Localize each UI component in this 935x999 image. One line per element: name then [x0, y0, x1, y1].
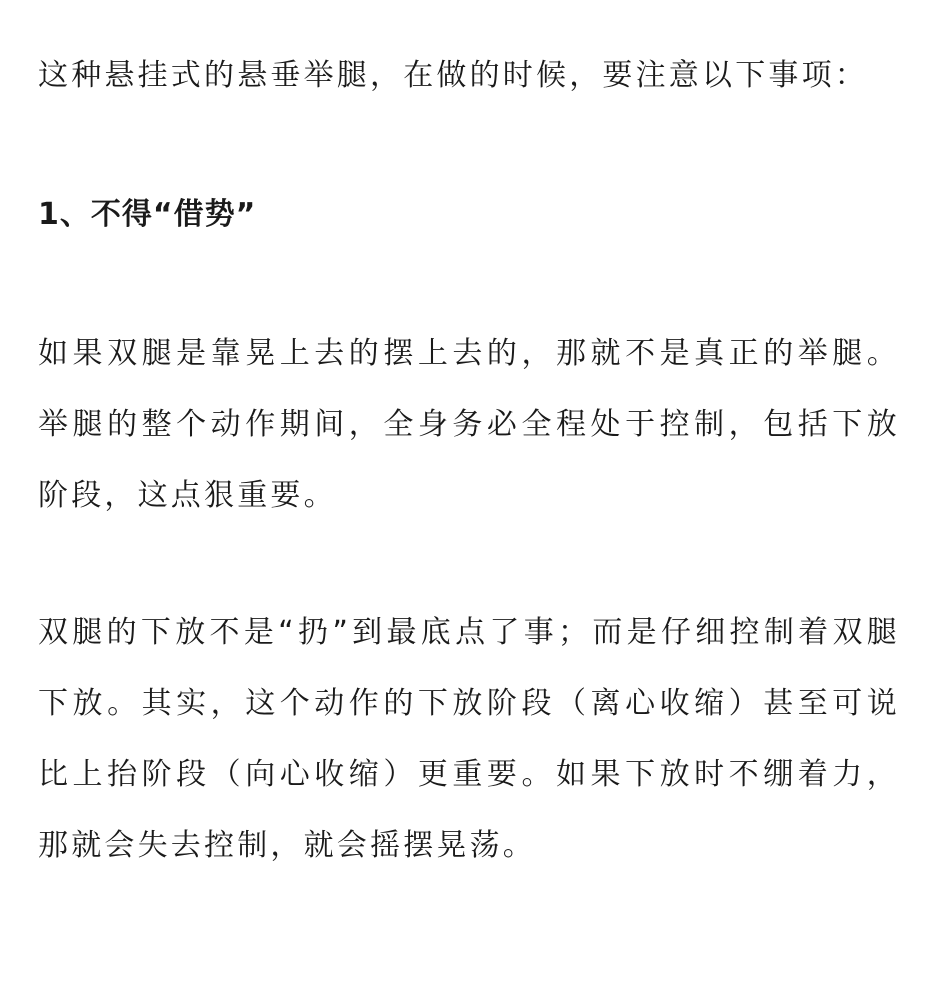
- spacer: [38, 111, 900, 179]
- spacer: [38, 250, 900, 318]
- spacer: [38, 531, 900, 597]
- paragraph-lowering: 双腿的下放不是“扔”到最底点了事；而是仔细控制着双腿下放。其实，这个动作的下放阶段（离心收缩）甚至可说比上抬阶段（向心收缩）更重要。如果下放时不绷着力，那就会失去控制，就会摇摆晃荡。: [38, 615, 900, 863]
- paragraph-control: 如果双腿是靠晃上去的摆上去的，那就不是真正的举腿。举腿的整个动作期间，全身务必全程处于控制，包括下放阶段，这点狠重要。: [38, 336, 900, 513]
- section-heading: 1、不得“借势”: [38, 197, 257, 232]
- article-body: [38, 40, 900, 881]
- intro-paragraph: 这种悬挂式的悬垂举腿，在做的时候，要注意以下事项：: [38, 58, 868, 93]
